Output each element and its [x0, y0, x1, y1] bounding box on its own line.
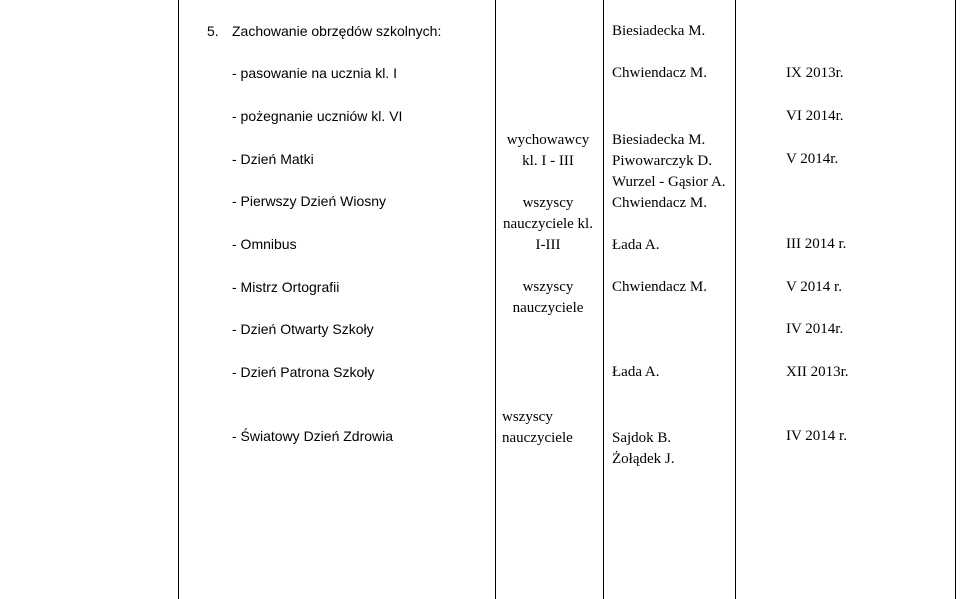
date-dzien-matki: V 2014r. — [786, 151, 839, 167]
person-pasowanie: Chwiendacz M. — [612, 65, 707, 81]
event-mistrz-ortografii: - Mistrz Ortografii — [232, 279, 340, 295]
person-line: Piwowarczyk D. — [612, 153, 712, 169]
person-spacer — [612, 214, 726, 235]
column-divider-participants — [495, 0, 496, 599]
table-left-border — [178, 0, 179, 599]
section-title: Zachowanie obrzędów szkolnych: — [232, 23, 442, 39]
date-dzien-patrona: XII 2013r. — [786, 364, 849, 380]
date-omnibus: III 2014 r. — [786, 236, 847, 252]
participants-line: wychowawcy — [506, 132, 590, 148]
participants-line: I-III — [535, 237, 561, 253]
event-omnibus: - Omnibus — [232, 236, 297, 252]
person-dzien-patrona: Łada A. — [612, 364, 660, 380]
participants-block — [502, 130, 594, 319]
table-right-border — [955, 0, 956, 599]
event-pasowanie: - pasowanie na ucznia kl. I — [232, 65, 397, 81]
date-pozegnanie: VI 2014r. — [786, 108, 844, 124]
event-dzien-zdrowia: - Światowy Dzień Zdrowia — [232, 428, 394, 444]
person-line: Wurzel - Gąsior A. — [612, 174, 726, 190]
section-person: Biesiadecka M. — [612, 23, 706, 39]
event-pozegnanie: - pożegnanie uczniów kl. VI — [232, 108, 403, 124]
section-number: 5. — [207, 23, 219, 39]
persons-block — [612, 130, 726, 298]
person-line: Chwiendacz M. — [612, 195, 707, 211]
participants-line: nauczyciele — [502, 430, 573, 446]
person-line: Łada A. — [612, 237, 660, 253]
person-line: Biesiadecka M. — [612, 132, 706, 148]
person-line: Chwiendacz M. — [612, 279, 707, 295]
column-divider-dates — [735, 0, 736, 599]
participants-line: nauczyciele kl. — [503, 216, 593, 232]
participants-line: nauczyciele — [512, 300, 584, 316]
participants-spacer — [502, 256, 594, 277]
event-dzien-patrona: - Dzień Patrona Szkoły — [232, 364, 375, 380]
date-pasowanie: IX 2013r. — [786, 65, 844, 81]
participants-line: wszyscy — [502, 409, 553, 425]
participants-line: wszyscy — [522, 195, 574, 211]
event-pierwszy-dzien-wiosny: - Pierwszy Dzień Wiosny — [232, 193, 387, 209]
event-dzien-matki: - Dzień Matki — [232, 151, 314, 167]
person-line: Żołądek J. — [612, 451, 675, 467]
date-dzien-zdrowia: IV 2014 r. — [786, 428, 847, 444]
person-spacer — [612, 256, 726, 277]
date-dzien-otwarty: IV 2014r. — [786, 321, 844, 337]
event-dzien-otwarty: - Dzień Otwarty Szkoły — [232, 321, 374, 337]
participants-spacer — [502, 172, 594, 193]
persons-zdrowie — [612, 428, 674, 470]
participants-zdrowie — [502, 407, 573, 449]
participants-line: kl. I - III — [522, 153, 574, 169]
date-mistrz-ortografii: V 2014 r. — [786, 279, 842, 295]
column-divider-persons — [603, 0, 604, 599]
person-line: Sajdok B. — [612, 430, 672, 446]
participants-line: wszyscy — [522, 279, 574, 295]
